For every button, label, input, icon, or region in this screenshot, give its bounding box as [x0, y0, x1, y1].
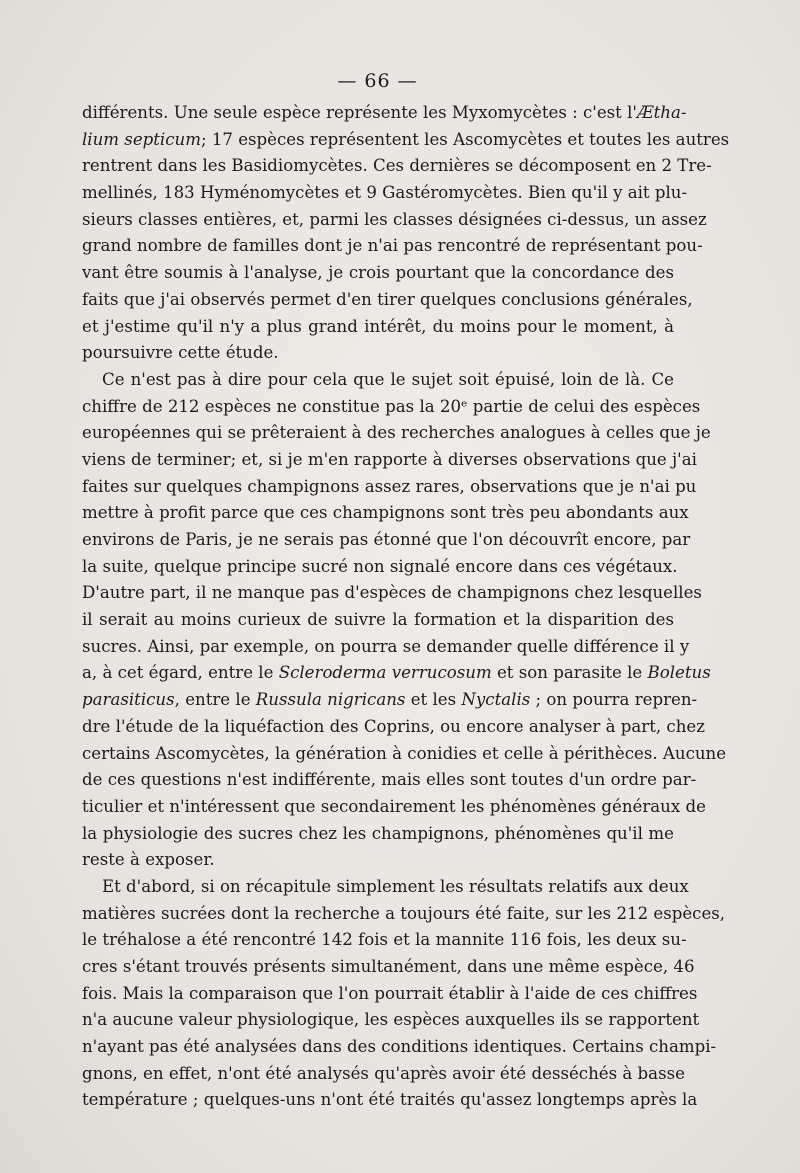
text-run: n'a aucune valeur physiologique, les espèces auxquelles ils se rapportent: [82, 1010, 700, 1030]
text-run: sieurs classes entières, et, parmi les classes désignées ci-dessus, un assez: [82, 209, 707, 229]
text-run: reste à exposer.: [82, 850, 215, 870]
text-run: sucres. Ainsi, par exemple, on pourra se demander quelle différence il y: [82, 636, 690, 656]
text-line: [82, 954, 695, 981]
text-run: certains Ascomycètes, la génération à conidies et celle à périthèces. Aucune: [82, 743, 727, 763]
text-line: [82, 874, 689, 901]
italic-term: parasiticus: [82, 690, 175, 710]
text-run: cres s'étant trouvés présents simultanément, dans une même espèce, 46: [82, 957, 695, 976]
page-number: — 66 —: [337, 70, 418, 92]
text-line: [82, 821, 674, 848]
italic-term: Nyctalis: [461, 690, 531, 710]
text-line: [82, 981, 698, 1008]
text-run: le tréhalose a été rencontré 142 fois et la mannite 116 fois, les deux su-: [82, 930, 687, 950]
text-line: [82, 394, 701, 421]
italic-term: lium septicum: [82, 129, 201, 149]
text-line: [82, 340, 674, 367]
text-line: [82, 314, 674, 341]
text-run: matières sucrées dont la recherche a toujours été faite, sur les 212 espèces,: [82, 903, 726, 923]
text-run: Et d'abord, si on récapitule simplement les résultats relatifs aux deux: [102, 876, 689, 896]
text-run: ticulier et n'intéressent que secondairement les phénomènes généraux de: [82, 796, 706, 816]
text-line: [82, 660, 711, 687]
text-line: [82, 474, 697, 501]
text-run: la physiologie des sucres chez les champignons, phénomènes qu'il me: [82, 823, 674, 843]
text-run: européennes qui se prêteraient à des recherches analogues à celles que je: [82, 423, 711, 443]
text-line: [82, 1061, 685, 1088]
text-run: rentrent dans les Basidiomycètes. Ces dernières se décomposent en 2 Tre-: [82, 156, 712, 176]
text-line: [82, 100, 687, 127]
text-run: dre l'étude de la liquéfaction des Coprins, ou encore analyser à part, chez: [82, 716, 705, 736]
text-line: [82, 1087, 698, 1114]
text-line: [82, 447, 697, 474]
text-line: [82, 767, 697, 794]
text-run: environs de Paris, je ne serais pas étonné que l'on découvrît encore, par: [82, 530, 691, 549]
text-line: [82, 1007, 700, 1034]
text-run: la suite, quelque principe sucré non signalé encore dans ces végétaux.: [82, 556, 678, 576]
text-line: [82, 1034, 717, 1061]
italic-term: Scleroderma verrucosum: [278, 663, 492, 683]
text-run: et les: [405, 690, 462, 710]
text-line: [82, 287, 693, 314]
text-run: chiffre de 212 espèces ne constitue pas la 20ᵉ partie de celui des espèces: [82, 396, 701, 416]
paragraph: [82, 100, 730, 367]
text-run: grand nombre de familles dont je n'ai pas rencontré de représentant pou-: [82, 236, 703, 256]
text-run: mellinés, 183 Hyménomycètes et 9 Gastéromycètes. Bien qu'il y ait plu-: [82, 183, 688, 203]
italic-term: Æthа-: [636, 103, 687, 122]
text-line: [82, 741, 727, 768]
text-run: et j'estime qu'il n'y a plus grand intérêt, du moins pour le moment, à: [82, 316, 674, 336]
text-run: mettre à profit parce que ces champignons sont très peu abondants aux: [82, 503, 689, 523]
text-run: viens de terminer; et, si je m'en rapporte à diverses observations que j'ai: [82, 449, 697, 469]
text-line: [82, 554, 678, 581]
text-run: fois. Mais la comparaison que l'on pourrait établir à l'aide de ces chiffres: [82, 983, 698, 1003]
text-line: [82, 847, 674, 874]
text-line: [82, 500, 689, 527]
text-line: [82, 233, 703, 260]
text-run: gnons, en effet, n'ont été analysés qu'après avoir été desséchés à basse: [82, 1063, 685, 1083]
text-run: , entre le: [174, 690, 256, 710]
italic-term: Russula nigricans: [255, 690, 406, 710]
text-line: [82, 607, 674, 634]
text-line: [82, 153, 712, 180]
text-run: Ce n'est pas à dire pour cela que le sujet soit épuisé, loin de là. Ce: [102, 369, 674, 389]
text-line: [82, 420, 711, 447]
text-line: [82, 367, 674, 394]
text-line: [82, 687, 698, 714]
text-line: [82, 127, 730, 154]
paragraph: [82, 367, 727, 874]
text-line: [82, 260, 674, 287]
text-line: [82, 180, 688, 207]
text-line: [82, 634, 690, 661]
text-line: [82, 927, 687, 954]
text-run: D'autre part, il ne manque pas d'espèces de champignons chez lesquelles: [82, 583, 702, 603]
text-run: il serait au moins curieux de suivre la formation et la disparition des: [82, 610, 674, 630]
text-run: ; on pourra repren-: [530, 690, 698, 710]
text-run: poursuivre cette étude.: [82, 343, 279, 363]
paragraph: [82, 874, 726, 1114]
text-run: a, à cet égard, entre le: [82, 663, 279, 683]
text-line: [82, 901, 726, 928]
text-run: différents. Une seule espèce représente les Myxomycètes : c'est l': [82, 103, 637, 122]
text-line: [82, 794, 706, 821]
text-run: de ces questions n'est indifférente, mais elles sont toutes d'un ordre par-: [82, 770, 697, 790]
text-run: ; 17 espèces représentent les Ascomycètes et toutes les autres: [200, 129, 730, 149]
text-run: faits que j'ai observés permet d'en tirer quelques conclusions générales,: [82, 289, 693, 309]
italic-term: Boletus: [647, 663, 711, 683]
text-run: et son parasite le: [491, 663, 648, 683]
text-run: température ; quelques-uns n'ont été traités qu'assez longtemps après la: [82, 1090, 698, 1110]
body-text: [82, 100, 730, 1114]
text-line: [82, 207, 707, 234]
text-line: [82, 714, 705, 741]
text-run: n'ayant pas été analysées dans des conditions identiques. Certains champi-: [82, 1037, 717, 1057]
text-line: [82, 580, 702, 607]
text-run: vant être soumis à l'analyse, je crois pourtant que la concordance des: [82, 263, 674, 283]
text-run: faites sur quelques champignons assez rares, observations que je n'ai pu: [82, 476, 697, 496]
text-line: [82, 527, 691, 554]
